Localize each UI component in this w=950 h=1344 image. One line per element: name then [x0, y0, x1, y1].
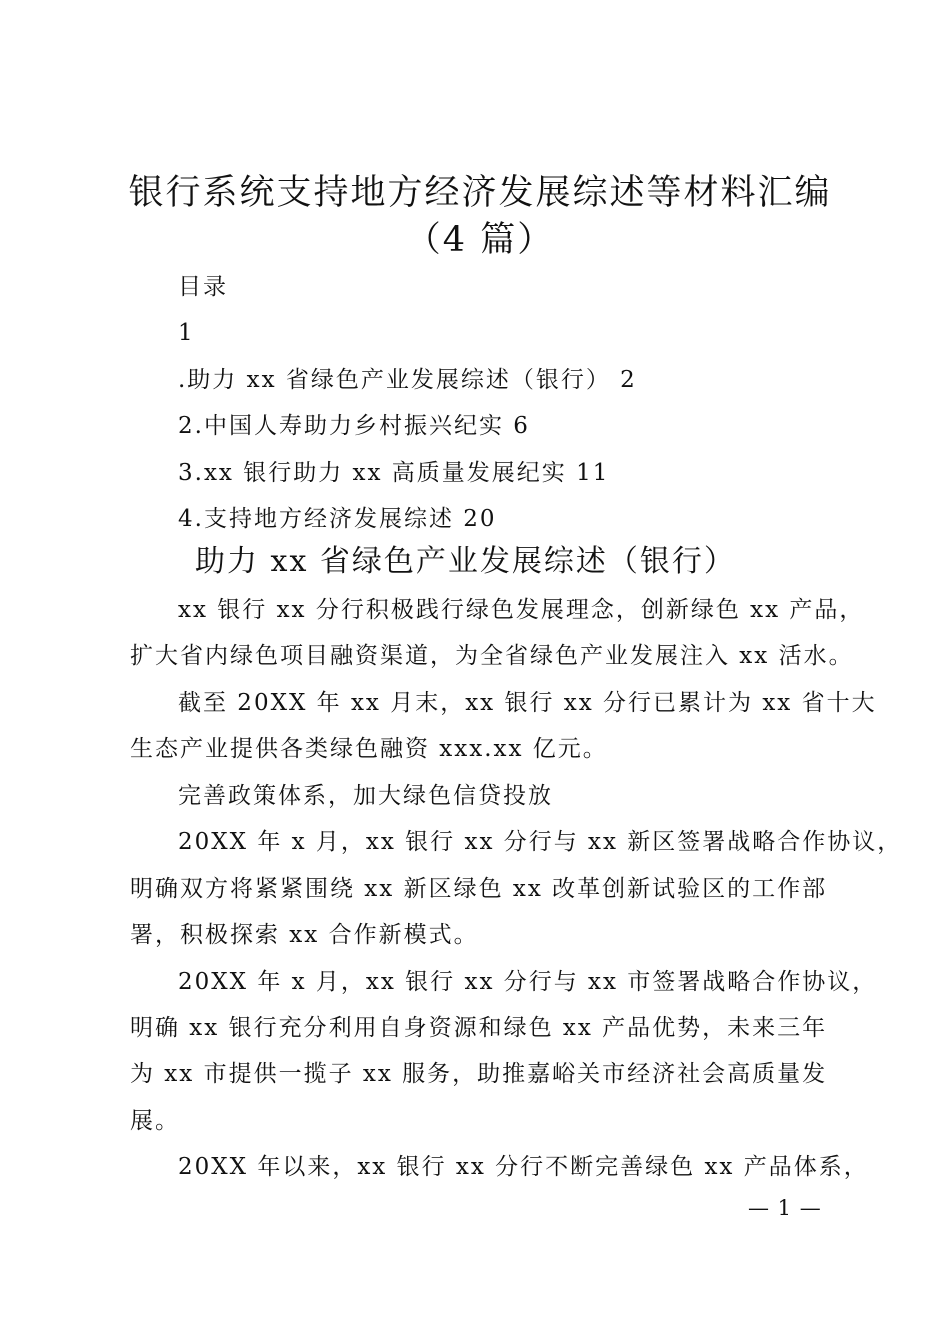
toc-item: 2.中国人寿助力乡村振兴纪实 6 [178, 413, 530, 439]
paragraph-line: 20XX 年 x 月，xx 银行 xx 分行与 xx 新区签署战略合作协议， [178, 829, 903, 855]
section-title: 助力 xx 省绿色产业发展综述（银行） [195, 544, 736, 579]
document-title-line2: （4 篇） [405, 220, 555, 260]
paragraph-line: 为 xx 市提供一揽子 xx 服务，助推嘉峪关市经济社会高质量发 [130, 1061, 828, 1087]
toc-item: .助力 xx 省绿色产业发展综述（银行） 2 [178, 367, 637, 393]
paragraph-line: xx 银行 xx 分行积极践行绿色发展理念，创新绿色 xx 产品， [178, 597, 865, 623]
paragraph-line: 明确双方将紧紧围绕 xx 新区绿色 xx 改革创新试验区的工作部 [130, 876, 828, 902]
page-number: — 1 — [748, 1196, 822, 1220]
paragraph-line: 20XX 年以来，xx 银行 xx 分行不断完善绿色 xx 产品体系， [178, 1154, 869, 1180]
paragraph-line: 扩大省内绿色项目融资渠道，为全省绿色产业发展注入 xx 活水。 [130, 643, 854, 669]
document-title-line1: 银行系统支持地方经济发展综述等材料汇编 [128, 173, 832, 213]
paragraph-line: 明确 xx 银行充分利用自身资源和绿色 xx 产品优势，未来三年 [130, 1015, 828, 1041]
paragraph-line: 20XX 年 x 月，xx 银行 xx 分行与 xx 市签署战略合作协议， [178, 969, 878, 995]
paragraph-line: 截至 20XX 年 xx 月末，xx 银行 xx 分行已累计为 xx 省十大 [178, 690, 877, 716]
subheading-line: 完善政策体系，加大绿色信贷投放 [178, 783, 553, 809]
toc-heading: 目录 [178, 274, 228, 300]
toc-number: 1 [178, 320, 195, 346]
paragraph-line: 展。 [130, 1108, 180, 1134]
toc-item: 3.xx 银行助力 xx 高质量发展纪实 11 [178, 460, 610, 486]
paragraph-line: 生态产业提供各类绿色融资 xxx.xx 亿元。 [130, 736, 608, 762]
toc-item: 4.支持地方经济发展综述 20 [178, 506, 497, 532]
paragraph-line: 署，积极探索 xx 合作新模式。 [130, 922, 479, 948]
